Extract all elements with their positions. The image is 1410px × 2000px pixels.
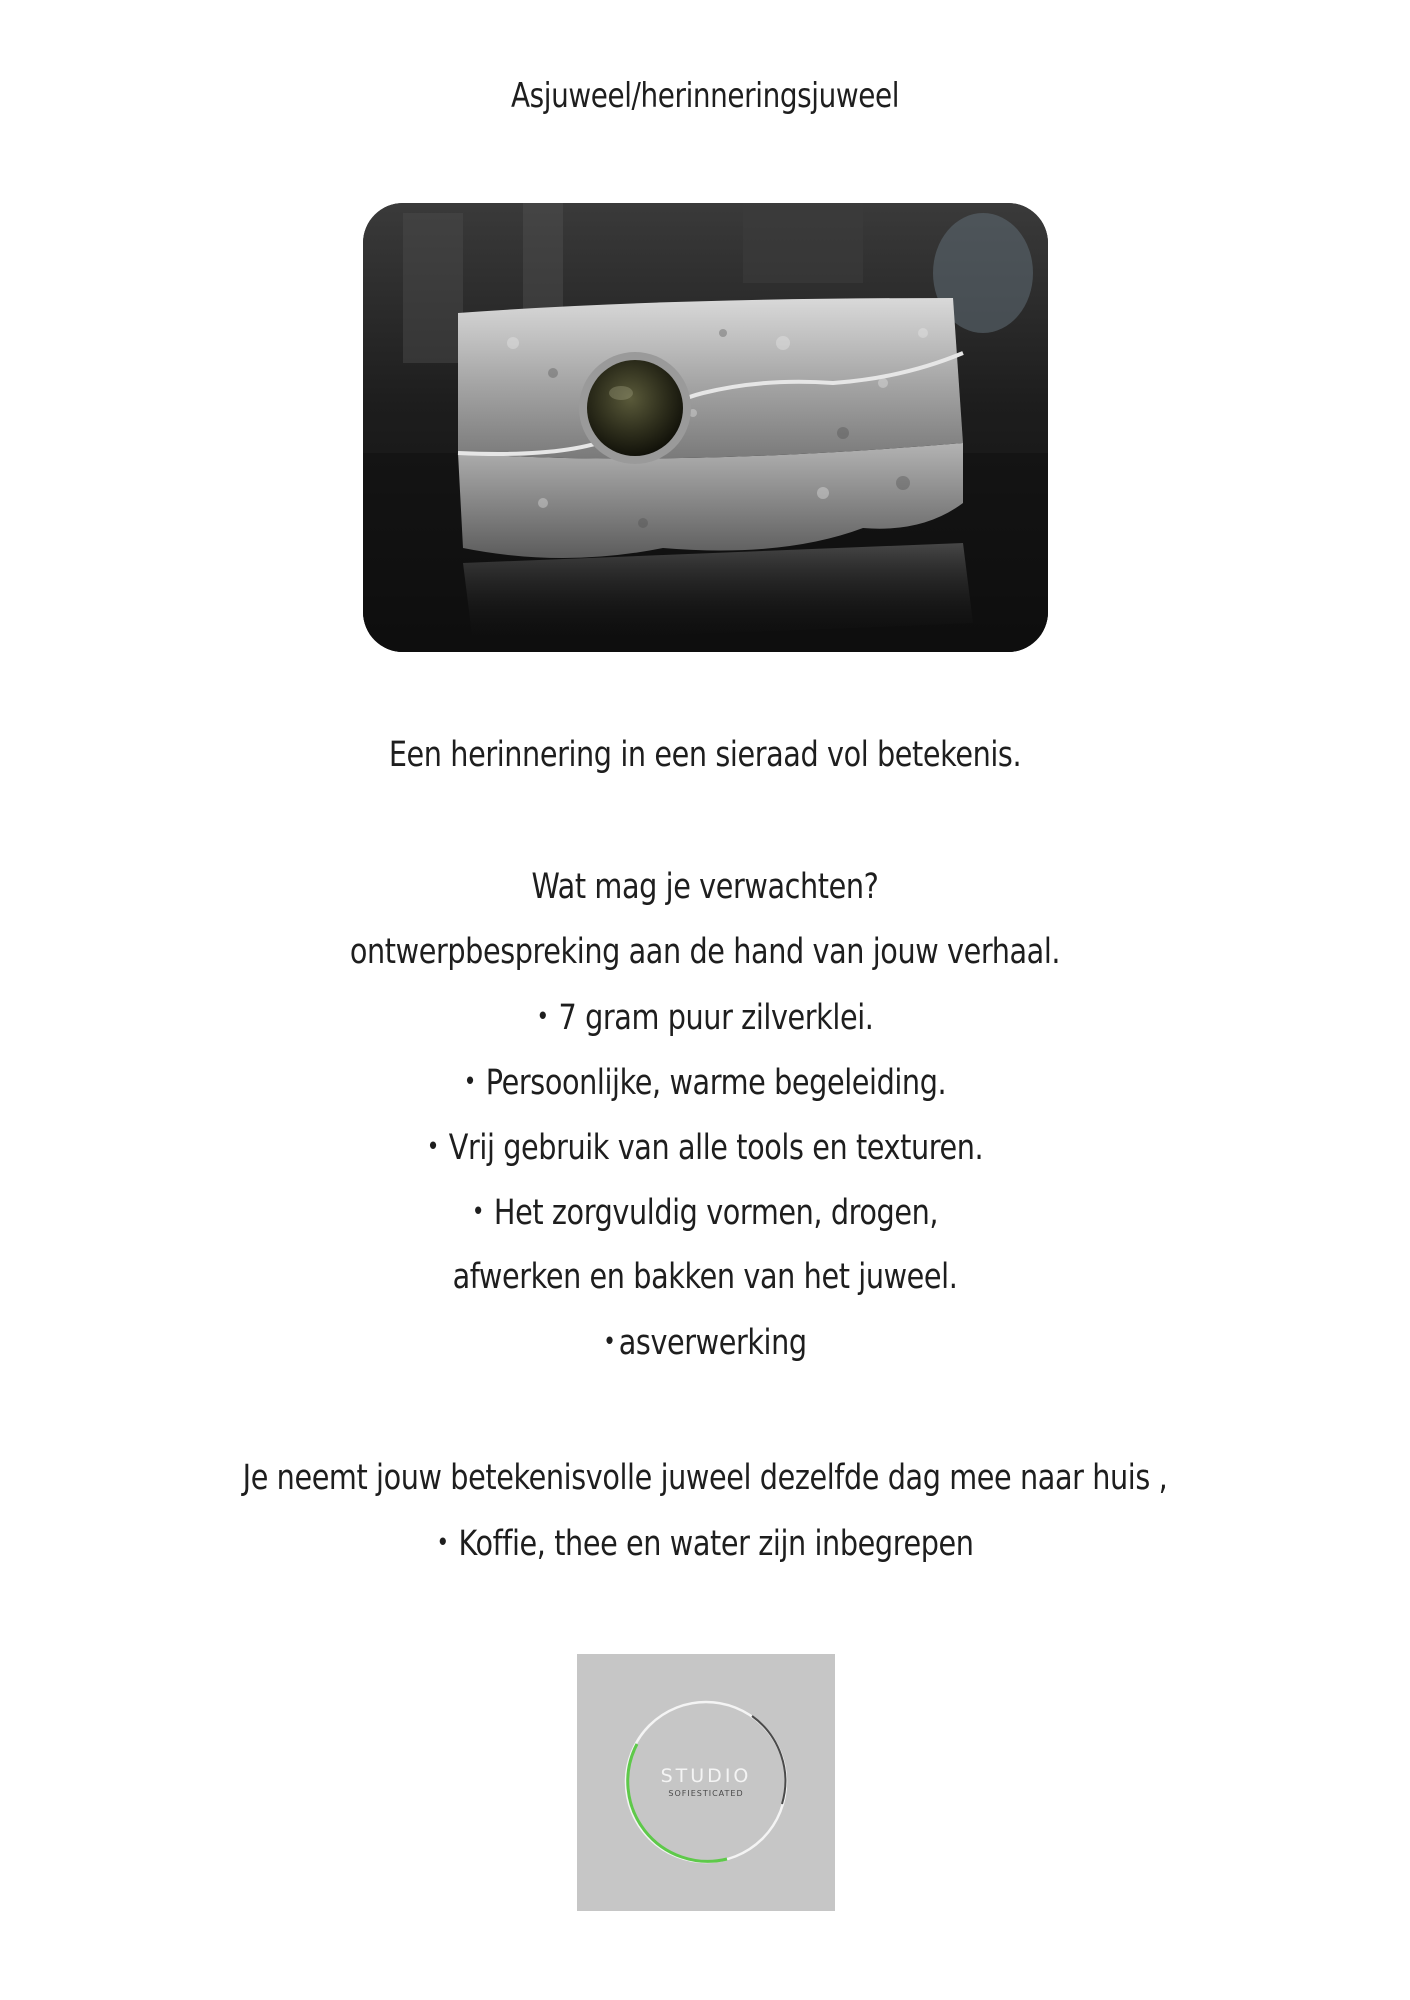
expectation-text: Persoonlijke, warme begeleiding. bbox=[485, 1063, 947, 1103]
expectation-item bbox=[127, 1115, 1283, 1180]
expectation-item bbox=[127, 1180, 1283, 1245]
closing-item bbox=[127, 1511, 1283, 1576]
intro-text: Een herinnering in een sieraad vol betekenis. bbox=[388, 735, 1022, 775]
expectations-heading: Wat mag je verwachten? bbox=[531, 867, 879, 907]
expectation-text: Vrij gebruik van alle tools en texturen. bbox=[448, 1128, 984, 1168]
studio-logo-icon bbox=[577, 1654, 835, 1911]
expectations-section bbox=[0, 855, 1410, 1375]
expectation-item bbox=[127, 985, 1283, 1050]
ring-photo bbox=[363, 203, 1048, 652]
closing-section bbox=[0, 1446, 1410, 1576]
expectation-text: 7 gram puur zilverklei. bbox=[558, 998, 874, 1038]
closing-text: Je neemt jouw betekenisvolle juweel dezelfde dag mee naar huis , bbox=[242, 1458, 1168, 1498]
expectation-text: ontwerpbespreking aan de hand van jouw verhaal. bbox=[349, 932, 1061, 972]
expectation-item bbox=[127, 1310, 1283, 1375]
ring-photo-icon bbox=[363, 203, 1048, 652]
expectation-item bbox=[127, 920, 1283, 985]
closing-item bbox=[127, 1446, 1283, 1511]
logo-word-studio: STUDIO bbox=[660, 1765, 752, 1787]
logo-accent-arc bbox=[628, 1744, 727, 1861]
closing-text: Koffie, thee en water zijn inbegrepen bbox=[458, 1524, 974, 1564]
bullet-icon: • bbox=[436, 1528, 449, 1558]
expectation-text: afwerken en bakken van het juweel. bbox=[452, 1257, 958, 1297]
expectation-text: Het zorgvuldig vormen, drogen, bbox=[493, 1193, 939, 1233]
logo-word-sofiesticated: SOFIESTICATED bbox=[668, 1789, 744, 1798]
page-title: Asjuweel/herinneringsjuweel bbox=[510, 76, 900, 116]
expectation-text: asverwerking bbox=[618, 1323, 807, 1363]
studio-logo bbox=[577, 1654, 835, 1911]
bullet-icon: • bbox=[426, 1132, 439, 1162]
bullet-icon: • bbox=[603, 1327, 616, 1357]
intro-section bbox=[0, 723, 1410, 788]
bullet-icon: • bbox=[536, 1002, 549, 1032]
bullet-icon: • bbox=[463, 1067, 476, 1097]
bullet-icon: • bbox=[471, 1197, 485, 1227]
expectation-item bbox=[127, 1050, 1283, 1115]
expectation-item bbox=[127, 1245, 1283, 1310]
